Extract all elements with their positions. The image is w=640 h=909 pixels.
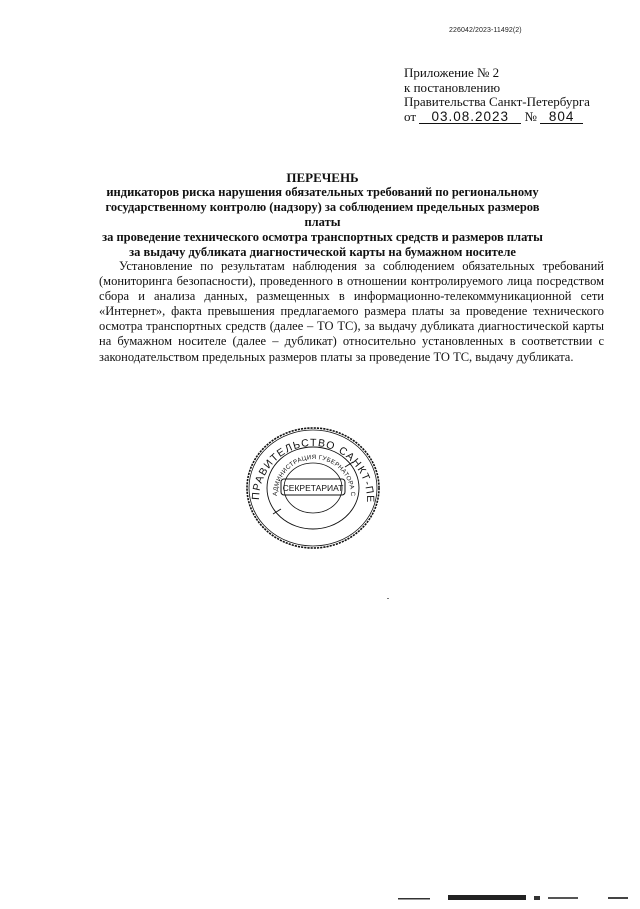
appendix-line-2: к постановлению — [404, 79, 501, 95]
document-title-block — [90, 170, 555, 260]
appendix-date-line — [404, 110, 590, 125]
seal-inner-text: АДМИНИСТРАЦИЯ ГУБЕРНАТОРА С — [271, 453, 357, 497]
stray-dot — [387, 598, 389, 599]
subtitle-line-4: за выдачу дубликата диагностической карты на бумажном носителе — [129, 245, 516, 259]
body-paragraph: Установление по результатам наблюдения за соблюдением обязательных требований (мониторинга безопасности), проведенного в отношении контролируемого лица посредством сбора и анализа данных, размещенных в информационно-телекоммуникационной сети «Интернет», факта превышения предлагаемого размера платы за проведение технического осмотра транспортных средств (далее – ТО ТС), за выдачу дубликата диагностической карты на бумажном носителе (далее – дубликат) относительно установленных в соответствии с законодательством предельных размеров платы за проведение ТО ТС, выдачу дубликата. — [99, 259, 604, 364]
document-registration-number: 226042/2023-11492(2) — [449, 27, 522, 34]
official-seal — [245, 426, 381, 550]
number-prefix: № — [524, 108, 537, 124]
seal-graphic — [245, 426, 381, 550]
footer-scan-marks — [398, 890, 638, 904]
appendix-line-1: Приложение № 2 — [404, 65, 500, 80]
appendix-line-3: Правительства Санкт-Петербурга — [404, 94, 590, 109]
subtitle-line-1: индикаторов риска нарушения обязательных требований по региональному — [106, 185, 539, 199]
appendix-block — [404, 66, 590, 124]
resolution-number: 804 — [540, 110, 583, 124]
resolution-date: 03.08.2023 — [419, 110, 521, 124]
seal-center-text: СЕКРЕТАРИАТ — [282, 483, 344, 493]
subtitle-line-3: за проведение технического осмотра транспортных средств и размеров платы — [102, 230, 543, 244]
document-title: ПЕРЕЧЕНЬ — [286, 170, 359, 185]
date-prefix: от — [404, 108, 417, 124]
seal-outer-text: ПРАВИТЕЛЬСТВО САНКТ-ПЕ — [249, 436, 377, 504]
footer-marks-graphic — [398, 890, 638, 904]
subtitle-line-2: государственному контролю (надзору) за соблюдением предельных размеров платы — [105, 200, 540, 229]
